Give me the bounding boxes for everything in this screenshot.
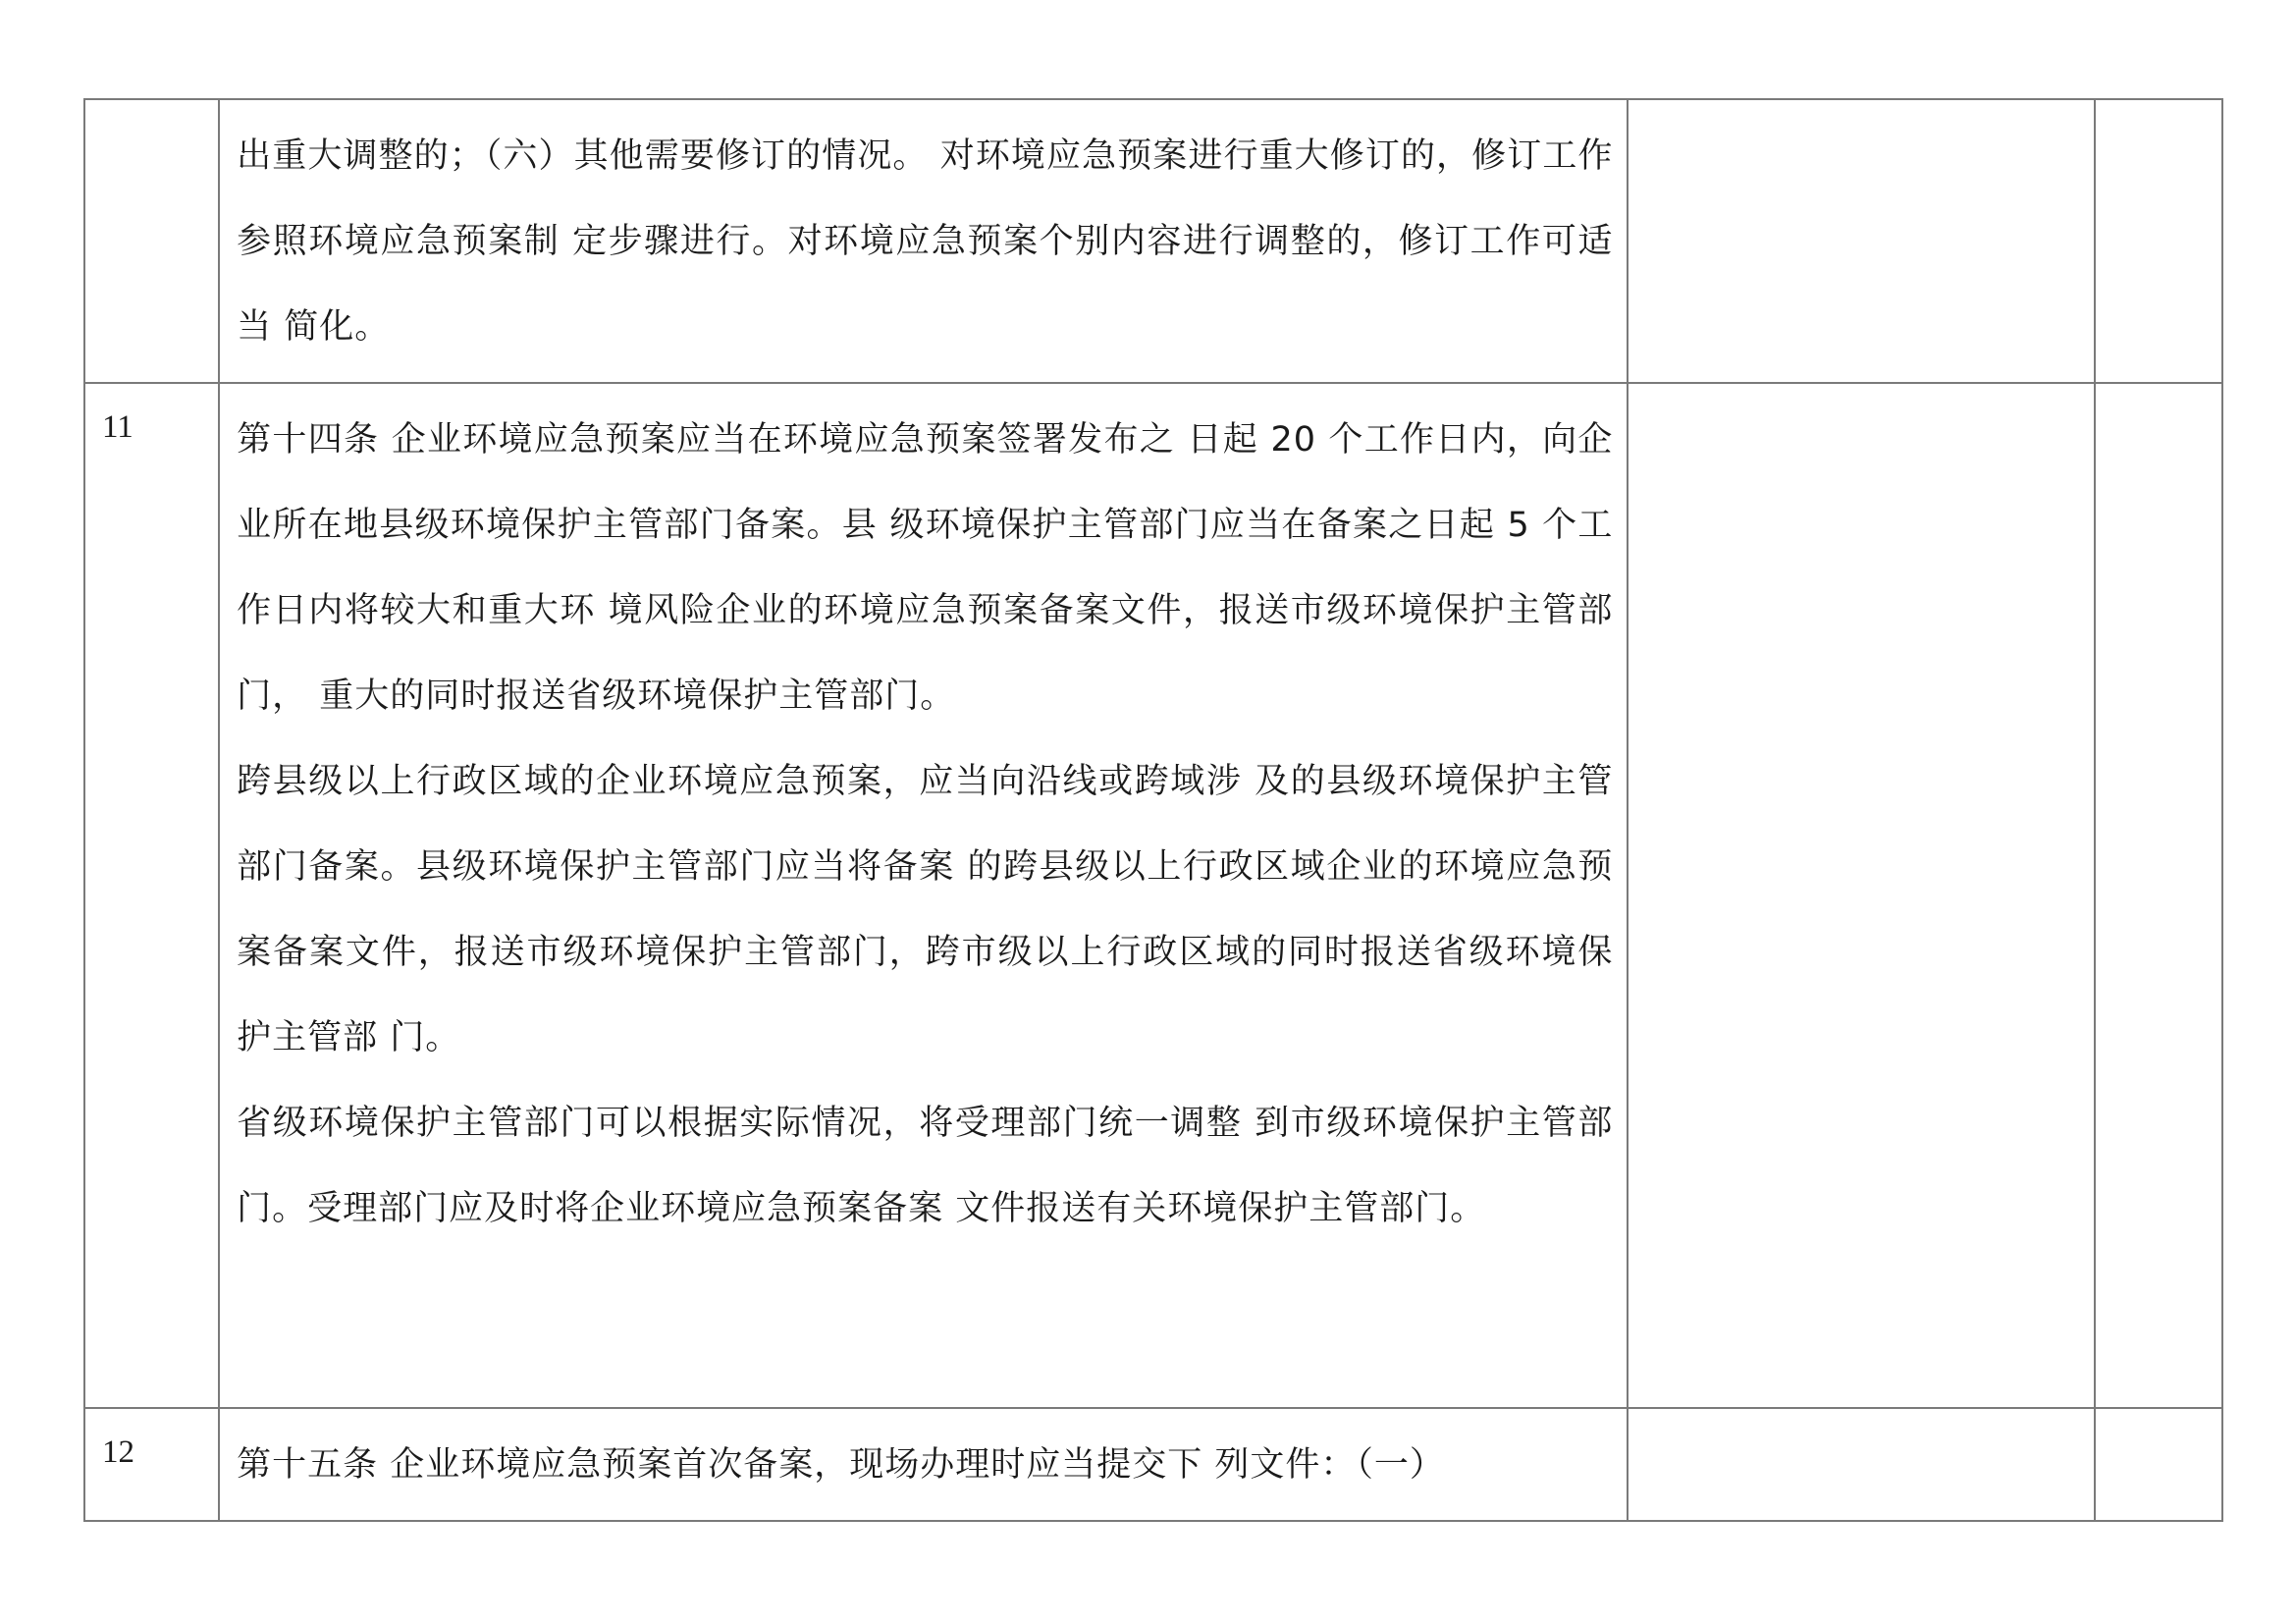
paragraph: 跨县级以上行政区域的企业环境应急预案，应当向沿线或跨域涉 及的县级环境保护主管部门备案。县级环境保护主管部门应当将备案 的跨县级以上行政区域企业的环境应急预案备案文件，报送市级环境保护主管部门，跨市级以上行政区域的同时报送省级环境保护主管部 门。 [237, 762, 1614, 1057]
paragraph: 省级环境保护主管部门可以根据实际情况，将受理部门统一调整 到市级环境保护主管部门。受理部门应及时将企业环境应急预案备案 文件报送有关环境保护主管部门。 [237, 1104, 1614, 1228]
table-row [84, 99, 2222, 383]
regulation-table [83, 98, 2223, 1522]
row-text-cell [219, 1408, 1628, 1521]
empty-cell [2095, 1408, 2222, 1521]
row-number-cell: 12 [84, 1408, 219, 1521]
empty-cell [2095, 99, 2222, 383]
table-row [84, 383, 2222, 1408]
empty-cell [1628, 99, 2094, 383]
row-text-cell [219, 99, 1628, 383]
empty-cell [1628, 383, 2094, 1408]
row-number-cell [84, 99, 219, 383]
paragraph: 第十五条 企业环境应急预案首次备案，现场办理时应当提交下 列文件：（一） [237, 1445, 1445, 1485]
row-text-cell [219, 383, 1628, 1408]
row-number-cell: 11 [84, 383, 219, 1408]
empty-cell [1628, 1408, 2094, 1521]
paragraph: 第十四条 企业环境应急预案应当在环境应急预案签署发布之 日起 20 个工作日内，向企业所在地县级环境保护主管部门备案。县 级环境保护主管部门应当在备案之日起 5 个工作日内将较大和重大环 境风险企业的环境应急预案备案文件，报送市级环境保护主管部门， 重大的同时报送省级环境保护主管部门。 [237, 420, 1614, 716]
table-row [84, 1408, 2222, 1521]
paragraph: 出重大调整的；（六）其他需要修订的情况。 对环境应急预案进行重大修订的，修订工作参照环境应急预案制 定步骤进行。对环境应急预案个别内容进行调整的，修订工作可适当 简化。 [237, 136, 1614, 347]
empty-cell [2095, 383, 2222, 1408]
